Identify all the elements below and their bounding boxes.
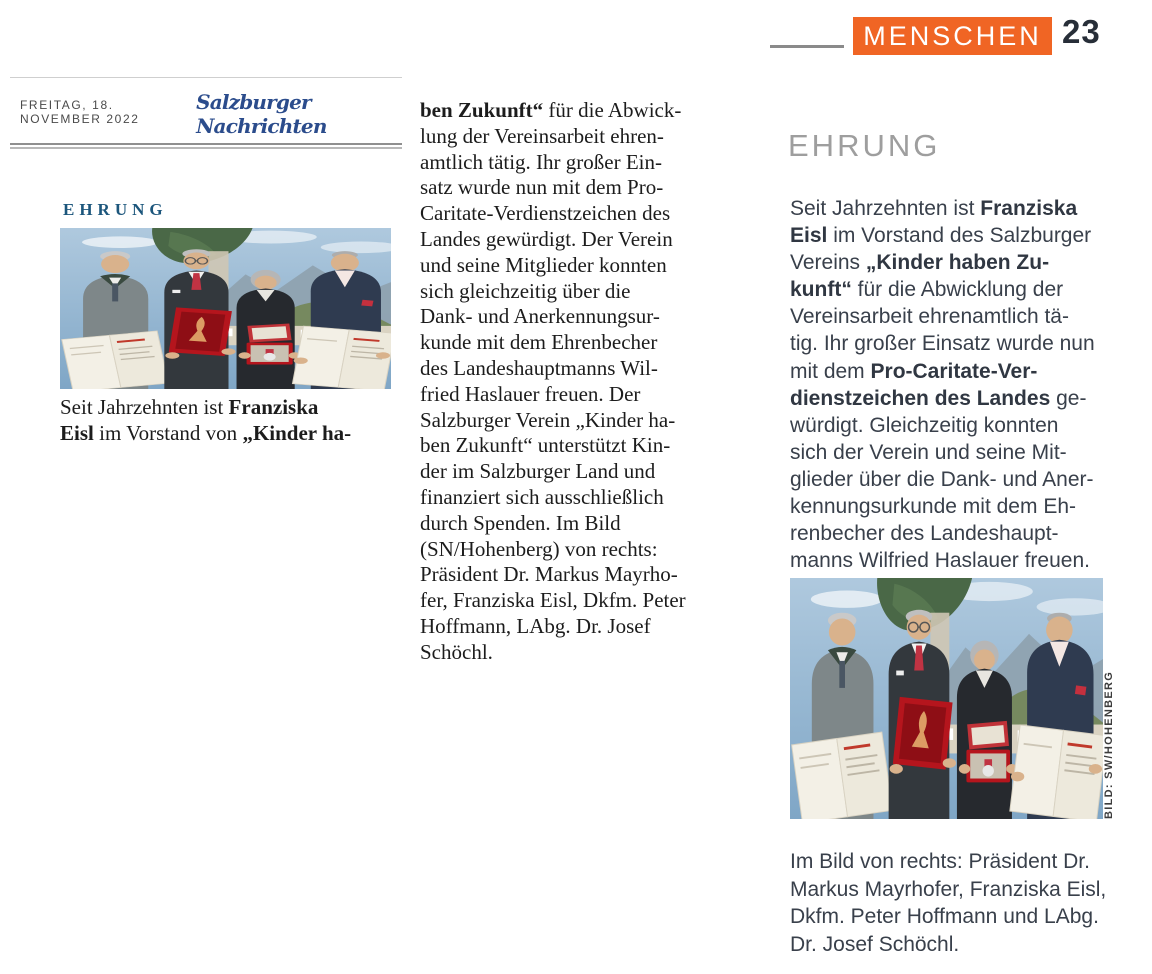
text-line: lung der Vereinsarbeit ehren-	[420, 123, 664, 148]
text-line: manns Wilfried Haslauer freuen.	[790, 549, 1090, 573]
text-line: Eisl im Vorstand von „Kinder ha-	[60, 421, 352, 445]
text-line: Caritate-Verdienstzeichen des	[420, 201, 671, 226]
text-line: Präsident Dr. Markus Mayrho-	[420, 562, 678, 587]
section-heading-left: EHRUNG	[63, 200, 168, 219]
masthead	[10, 77, 402, 149]
text-line: würdigt. Gleichzeitig konnten	[790, 413, 1059, 437]
text-line: finanziert sich ausschließlich	[420, 484, 664, 509]
text-line: durch Spenden. Im Bild	[420, 510, 621, 535]
text-line: dienstzeichen des Landes ge-	[790, 386, 1087, 410]
photo-credit: BILD: SW/HOHENBERG	[1103, 670, 1115, 819]
text-line: und seine Mitglieder konnten	[420, 252, 667, 277]
text-line: ben Zukunft“ unterstützt Kin-	[420, 433, 671, 458]
text-line: Seit Jahrzehnten ist Franziska	[60, 395, 319, 419]
masthead-rule-thick	[10, 143, 402, 145]
text-line: sich der Verein und seine Mit-	[790, 440, 1067, 464]
text-line: Dr. Josef Schöchl.	[790, 932, 960, 956]
text-line: fried Haslauer freuen. Der	[420, 381, 641, 406]
text-line: Dkfm. Peter Hoffmann und LAbg.	[790, 905, 1099, 929]
text-line: kennungsurkunde mit dem Eh-	[790, 495, 1076, 519]
text-line: Landes gewürdigt. Der Verein	[420, 226, 673, 251]
article-column-continuation	[420, 98, 720, 666]
text-line: Im Bild von rechts: Präsident Dr.	[790, 850, 1090, 873]
text-line: Eisl im Vorstand des Salzburger	[790, 224, 1092, 248]
text-line: Salzburger Verein „Kinder ha-	[420, 407, 676, 432]
text-line: tig. Ihr großer Einsatz wurde nun	[790, 332, 1095, 356]
page-number: 23	[1062, 13, 1101, 50]
masthead-rule-thin	[10, 147, 402, 149]
text-line: der im Salzburger Land und	[420, 459, 656, 484]
header-rule	[770, 45, 844, 48]
text-line: Markus Mayrhofer, Franziska Eisl,	[790, 877, 1107, 901]
text-line: (SN/Hohenberg) von rechts:	[420, 536, 658, 561]
text-line: Vereinsarbeit ehrenamtlich tä-	[790, 305, 1069, 329]
article-body-right	[790, 195, 1135, 574]
text-line: mit dem Pro-Caritate-Ver-	[790, 359, 1038, 383]
text-line: ben Zukunft“ für die Abwick-	[420, 98, 682, 122]
text-line: kunft“ für die Abwicklung der	[790, 278, 1064, 302]
masthead-row	[10, 78, 402, 143]
text-line: Vereins „Kinder haben Zu-	[790, 251, 1050, 275]
section-badge: MENSCHEN	[853, 17, 1052, 55]
text-line: fer, Franziska Eisl, Dkfm. Peter	[420, 588, 686, 613]
text-line: sich gleichzeitig über die	[420, 278, 631, 303]
text-line: kunde mit dem Ehrenbecher	[420, 330, 658, 355]
text-line: Dank- und Anerkennungsur-	[420, 304, 660, 329]
text-line: Seit Jahrzehnten ist Franziska	[790, 197, 1078, 220]
photo-caption-left	[60, 394, 400, 446]
award-ceremony-photo-large	[790, 578, 1103, 819]
text-line: des Landeshauptmanns Wil-	[420, 355, 658, 380]
section-heading-right: EHRUNG	[788, 128, 941, 163]
text-line: Hoffmann, LAbg. Dr. Josef	[420, 613, 651, 638]
text-line: glieder über die Dank- und Aner-	[790, 467, 1094, 491]
award-ceremony-photo-small	[60, 228, 391, 389]
text-line: renbecher des Landeshaupt-	[790, 522, 1059, 546]
text-line: amtlich tätig. Ihr großer Ein-	[420, 149, 663, 174]
photo-caption-right	[790, 848, 1145, 958]
text-line: satz wurde nun mit dem Pro-	[420, 175, 664, 200]
text-line: Schöchl.	[420, 639, 493, 664]
masthead-date: FREITAG, 18. NOVEMBER 2022	[20, 98, 140, 126]
newspaper-logo: Salzburger Nachrichten	[196, 90, 327, 138]
